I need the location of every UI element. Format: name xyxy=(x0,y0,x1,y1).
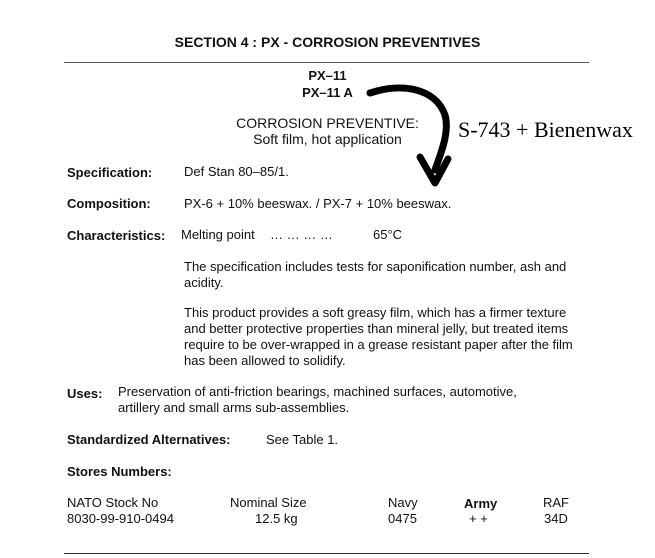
composition-value: PX-6 + 10% beeswax. / PX-7 + 10% beeswax. xyxy=(184,196,452,211)
uses-line-2: artillery and small arms sub-assemblies. xyxy=(118,400,350,415)
uses-line-1: Preservation of anti-friction bearings, machined surfaces, automotive, xyxy=(118,384,517,399)
header-nato-stock-no: NATO Stock No xyxy=(67,495,159,510)
composition-label: Composition: xyxy=(67,196,151,211)
characteristics-paragraph-tests: The specification includes tests for saponification number, ash and acidity. xyxy=(184,259,567,290)
cell-nominal-size: 12.5 kg xyxy=(255,511,298,526)
handwritten-note: S-743 + Bienenwax xyxy=(458,117,633,142)
product-code: PX–11 xyxy=(308,68,347,83)
alternatives-value: See Table 1. xyxy=(266,432,339,447)
specification-value: Def Stan 80–85/1. xyxy=(184,164,289,179)
header-army: Army xyxy=(464,496,498,511)
melting-point-value: 65°C xyxy=(373,227,403,242)
specification-label: Specification: xyxy=(67,165,153,180)
cell-army: + + xyxy=(469,511,488,526)
characteristics-paragraph-film: This product provides a soft greasy film, which has a firmer texture and better protective properties than mineral jelly, but treated items require to be over-wrapped in a grease resistant paper after the film has been allowed to solidify. xyxy=(184,305,573,368)
product-application: Soft film, hot application xyxy=(253,131,402,147)
cell-raf: 34D xyxy=(544,511,568,526)
product-type: CORROSION PREVENTIVE: xyxy=(236,115,419,131)
characteristics-label: Characteristics: xyxy=(67,228,166,243)
leader-dots: … … … … xyxy=(270,227,333,242)
cell-nato-stock-no: 8030-99-910-0494 xyxy=(67,511,174,526)
stores-numbers-label: Stores Numbers: xyxy=(67,464,172,479)
uses-label: Uses: xyxy=(67,386,103,401)
header-navy: Navy xyxy=(388,495,418,510)
header-nominal-size: Nominal Size xyxy=(230,495,307,510)
bottom-divider xyxy=(64,553,589,554)
melting-point-label: Melting point xyxy=(181,227,255,242)
product-code-variant: PX–11 A xyxy=(302,85,353,100)
header-raf: RAF xyxy=(543,495,569,510)
alternatives-label: Standardized Alternatives: xyxy=(67,432,231,447)
cell-navy: 0475 xyxy=(388,511,417,526)
top-divider xyxy=(64,62,589,63)
section-title: SECTION 4 : PX - CORROSION PREVENTIVES xyxy=(174,34,481,50)
